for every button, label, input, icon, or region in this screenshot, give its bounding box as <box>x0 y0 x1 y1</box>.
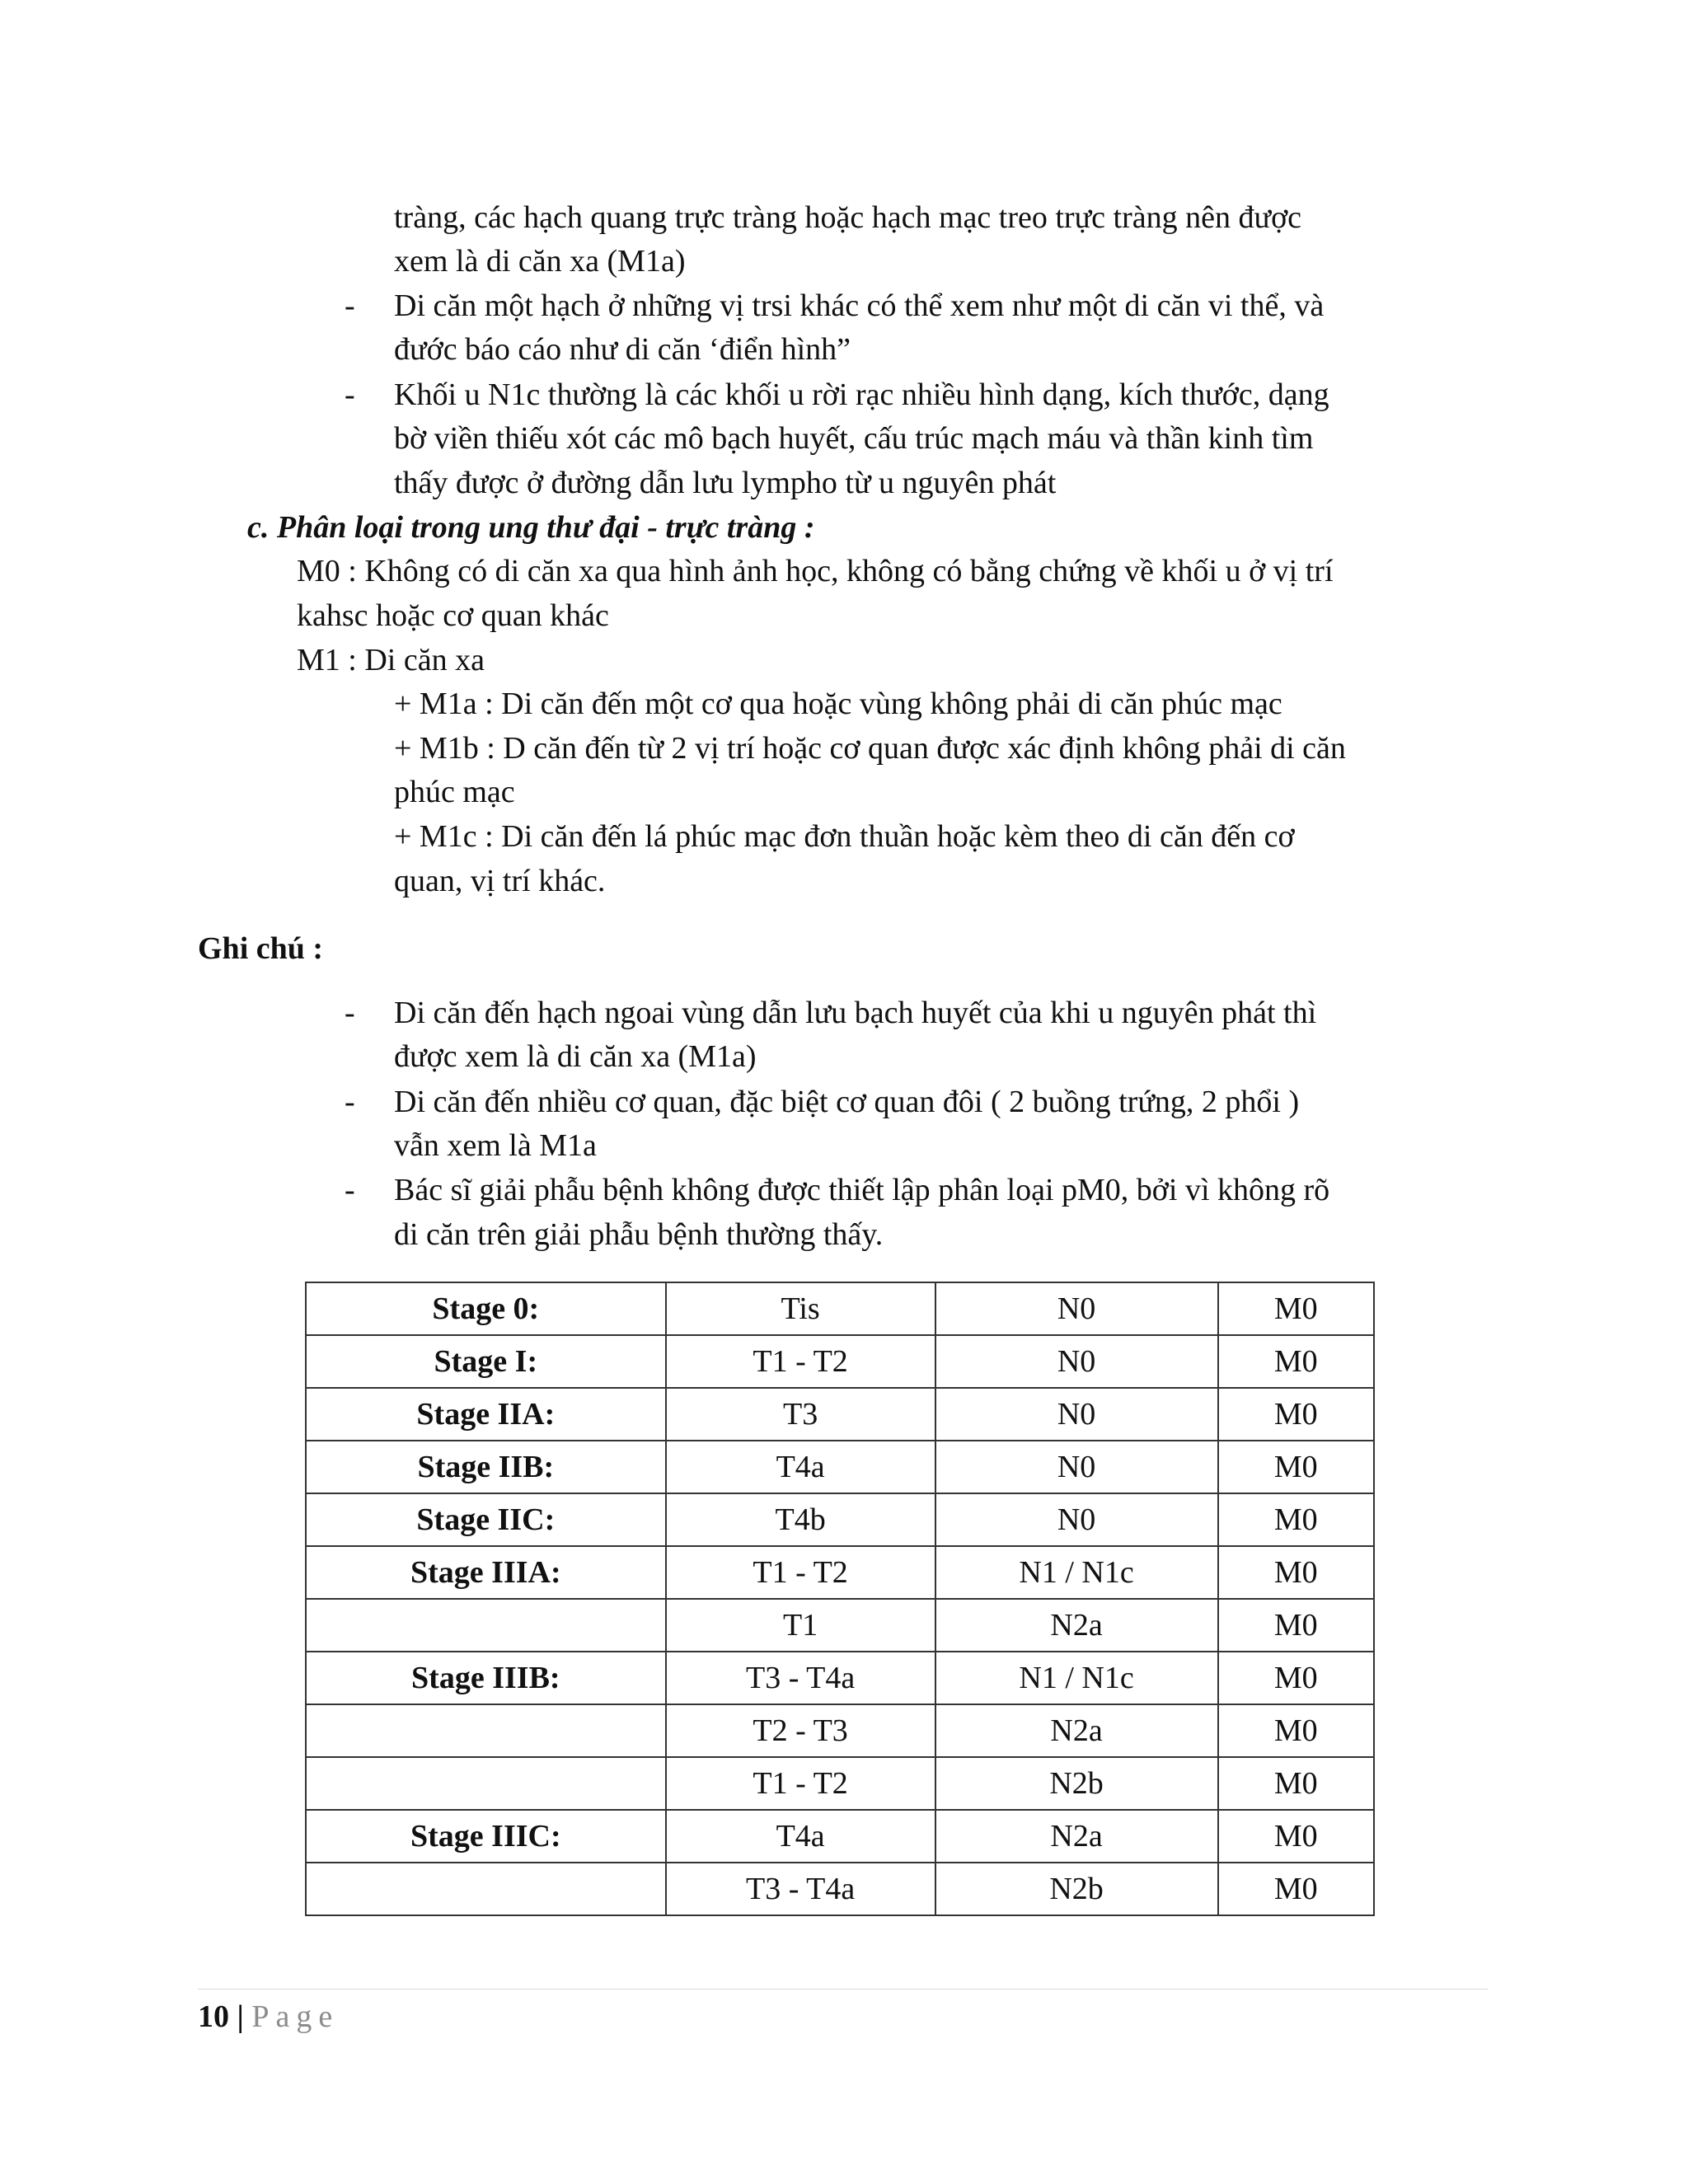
note-text: Bác sĩ giải phẫu bệnh không được thiết lập phân loại pM0, bởi vì không rõ <box>394 1173 1330 1207</box>
footer-divider <box>198 1989 1488 1990</box>
m-cell: M0 <box>1218 1335 1375 1388</box>
table-row <box>306 1493 1374 1546</box>
m0-definition: M0 : Không có di căn xa qua hình ảnh học, không có bằng chứng về khối u ở vị trí <box>297 554 1334 588</box>
m-cell: M0 <box>1218 1441 1375 1493</box>
bullet-text: thấy được ở đường dẫn lưu lympho từ u nguyên phát <box>394 466 1057 500</box>
table-row <box>306 1388 1374 1441</box>
stage-cell <box>306 1599 666 1652</box>
m-cell: M0 <box>1218 1282 1375 1335</box>
footer-separator: | <box>237 1999 244 2034</box>
t-cell: T2 - T3 <box>666 1704 935 1757</box>
m-cell: M0 <box>1218 1599 1375 1652</box>
m-cell: M0 <box>1218 1493 1375 1546</box>
t-cell: T3 <box>666 1388 935 1441</box>
notes-heading: Ghi chú : <box>198 931 324 966</box>
table-row <box>306 1757 1374 1810</box>
bullet-text: Khối u N1c thường là các khối u rời rạc nhiều hình dạng, kích thước, dạng <box>394 377 1329 412</box>
note-text: Di căn đến hạch ngoai vùng dẫn lưu bạch huyết của khi u nguyên phát thì <box>394 996 1317 1030</box>
n-cell: N1 / N1c <box>935 1546 1218 1599</box>
m0-definition: kahsc hoặc cơ quan khác <box>297 598 609 633</box>
t-cell: T1 - T2 <box>666 1546 935 1599</box>
table-row <box>306 1599 1374 1652</box>
table-row <box>306 1863 1374 1915</box>
t-cell: T3 - T4a <box>666 1652 935 1704</box>
bullet-dash: - <box>345 996 355 1030</box>
note-text: được xem là di căn xa (M1a) <box>394 1039 757 1074</box>
n-cell: N2b <box>935 1863 1218 1915</box>
table-row <box>306 1704 1374 1757</box>
bullet-text: bờ viền thiếu xót các mô bạch huyết, cấu trúc mạch máu và thần kinh tìm <box>394 421 1314 456</box>
m1-subcategory: phúc mạc <box>394 775 515 809</box>
m-cell: M0 <box>1218 1652 1375 1704</box>
t-cell: T3 - T4a <box>666 1863 935 1915</box>
bullet-dash: - <box>345 377 355 412</box>
n-cell: N0 <box>935 1493 1218 1546</box>
n-cell: N2a <box>935 1599 1218 1652</box>
stage-cell: Stage IIA: <box>306 1388 666 1441</box>
stage-table <box>305 1282 1375 1916</box>
n-cell: N2a <box>935 1704 1218 1757</box>
paragraph-line: xem là di căn xa (M1a) <box>394 244 686 279</box>
m-cell: M0 <box>1218 1704 1375 1757</box>
page-footer <box>198 1999 339 2035</box>
n-cell: N2a <box>935 1810 1218 1863</box>
page-number: 10 <box>198 1999 229 2034</box>
m-cell: M0 <box>1218 1810 1375 1863</box>
table-row <box>306 1282 1374 1335</box>
stage-cell: Stage IIC: <box>306 1493 666 1546</box>
t-cell: T1 <box>666 1599 935 1652</box>
n-cell: N2b <box>935 1757 1218 1810</box>
n-cell: N0 <box>935 1441 1218 1493</box>
stage-cell: Stage 0: <box>306 1282 666 1335</box>
stage-cell: Stage IIIA: <box>306 1546 666 1599</box>
m1-definition: M1 : Di căn xa <box>297 643 485 677</box>
table-row <box>306 1810 1374 1863</box>
section-c-heading: c. Phân loại trong ung thư đại - trực tràng : <box>247 510 815 545</box>
m-cell: M0 <box>1218 1757 1375 1810</box>
table-row <box>306 1546 1374 1599</box>
stage-cell <box>306 1704 666 1757</box>
m-cell: M0 <box>1218 1546 1375 1599</box>
bullet-text: đước báo cáo như di căn ‘điển hình” <box>394 332 851 367</box>
stage-cell: Stage I: <box>306 1335 666 1388</box>
table-row <box>306 1441 1374 1493</box>
table-row <box>306 1335 1374 1388</box>
t-cell: T1 - T2 <box>666 1757 935 1810</box>
paragraph-line: tràng, các hạch quang trực tràng hoặc hạch mạc treo trực tràng nên được <box>394 200 1302 235</box>
t-cell: T4a <box>666 1441 935 1493</box>
stage-cell <box>306 1863 666 1915</box>
stage-cell <box>306 1757 666 1810</box>
stage-cell: Stage IIIB: <box>306 1652 666 1704</box>
n-cell: N0 <box>935 1388 1218 1441</box>
m1-subcategory: quan, vị trí khác. <box>394 864 606 898</box>
m1-subcategory: + M1c : Di căn đến lá phúc mạc đơn thuần hoặc kèm theo di căn đến cơ <box>394 819 1295 854</box>
note-text: di căn trên giải phẫu bệnh thường thấy. <box>394 1217 884 1252</box>
m-cell: M0 <box>1218 1863 1375 1915</box>
table-row <box>306 1652 1374 1704</box>
n-cell: N0 <box>935 1282 1218 1335</box>
n-cell: N0 <box>935 1335 1218 1388</box>
note-text: vẫn xem là M1a <box>394 1128 597 1163</box>
bullet-dash: - <box>345 288 355 323</box>
m1-subcategory: + M1b : D căn đến từ 2 vị trí hoặc cơ quan được xác định không phải di căn <box>394 731 1346 766</box>
stage-cell: Stage IIB: <box>306 1441 666 1493</box>
m-cell: M0 <box>1218 1388 1375 1441</box>
m1-subcategory: + M1a : Di căn đến một cơ qua hoặc vùng không phải di căn phúc mạc <box>394 687 1282 721</box>
t-cell: T4b <box>666 1493 935 1546</box>
n-cell: N1 / N1c <box>935 1652 1218 1704</box>
t-cell: Tis <box>666 1282 935 1335</box>
bullet-dash: - <box>345 1173 355 1207</box>
bullet-dash: - <box>345 1085 355 1119</box>
bullet-text: Di căn một hạch ở những vị trsi khác có thể xem như một di căn vi thể, và <box>394 288 1325 323</box>
stage-cell: Stage IIIC: <box>306 1810 666 1863</box>
t-cell: T1 - T2 <box>666 1335 935 1388</box>
note-text: Di căn đến nhiều cơ quan, đặc biệt cơ quan đôi ( 2 buồng trứng, 2 phổi ) <box>394 1085 1300 1119</box>
page-word: Page <box>251 1999 340 2034</box>
t-cell: T4a <box>666 1810 935 1863</box>
